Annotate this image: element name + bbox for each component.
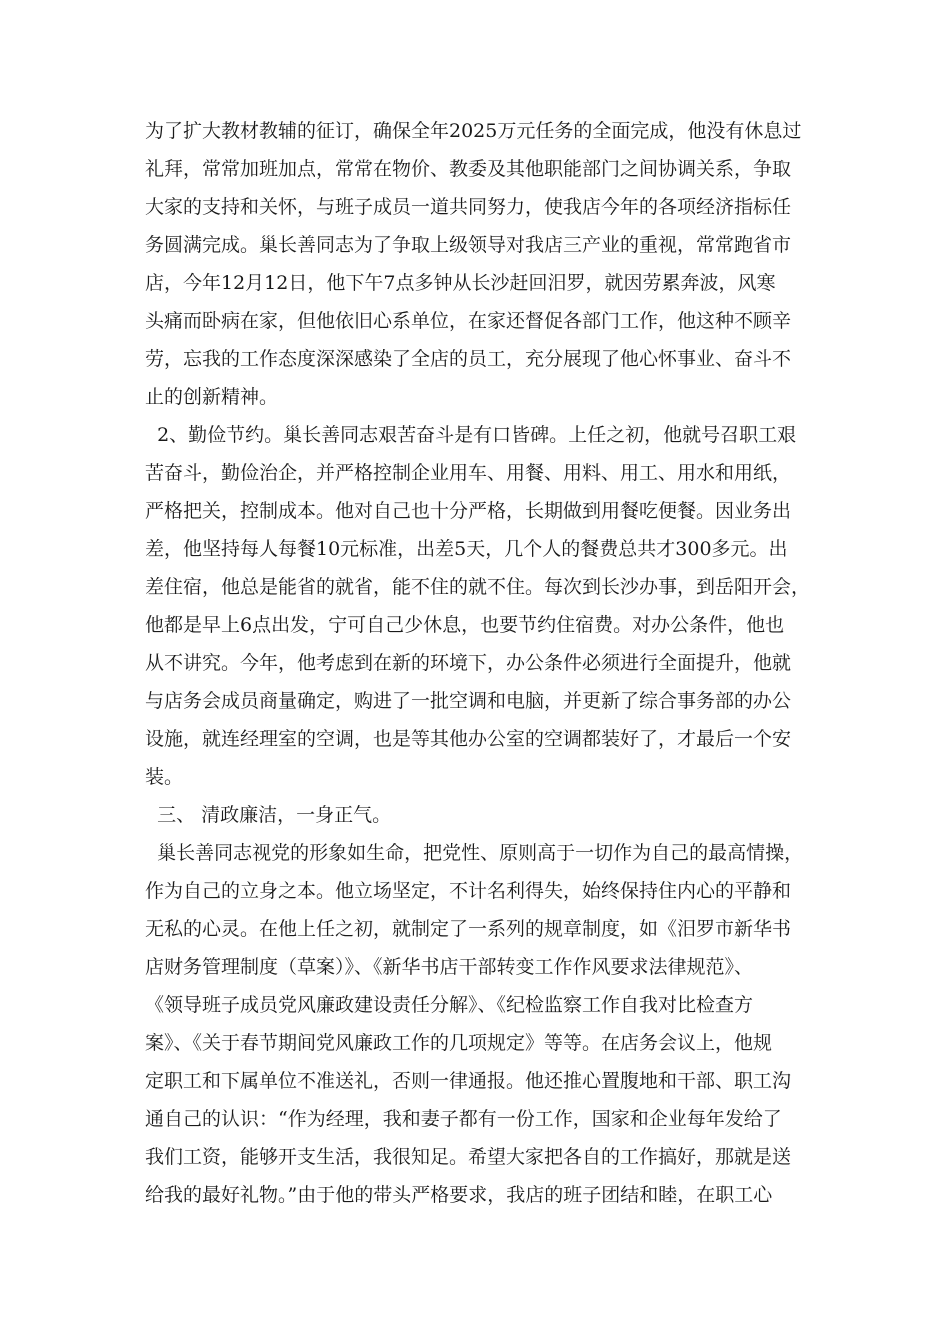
text-line: 头痛而卧病在家，但他依旧心系单位，在家还督促各部门工作，他这种不顾辛 xyxy=(145,310,792,332)
text-line: 案》、《关于春节期间党风廉政工作的几项规定》等等。在店务会议上，他规 xyxy=(145,1032,773,1054)
text-line: 止的创新精神。 xyxy=(145,386,279,408)
text-line: 我们工资，能够开支生活，我很知足。希望大家把各自的工作搞好，那就是送 xyxy=(145,1146,792,1168)
text-line: 严格把关，控制成本。他对自己也十分严格，长期做到用餐吃便餐。因业务出 xyxy=(145,500,792,522)
text-line: 礼拜，常常加班加点，常常在物价、教委及其他职能部门之间协调关系，争取 xyxy=(145,158,792,180)
text-line: 为了扩大教材教辅的征订，确保全年2025万元任务的全面完成，他没有休息过 xyxy=(145,120,802,142)
text-line: 差住宿，他总是能省的就省，能不住的就不住。每次到长沙办事，到岳阳开会， xyxy=(145,576,811,598)
text-line: 店，今年12月12日，他下午7点多钟从长沙赶回汨罗，就因劳累奔波，风寒 xyxy=(145,272,776,294)
text-line: 巢长善同志视党的形象如生命，把党性、原则高于一切作为自己的最高情操， xyxy=(145,842,804,864)
text-line: 他都是早上6点出发，宁可自己少休息，也要节约住宿费。对办公条件，他也 xyxy=(145,614,785,636)
text-line: 设施，就连经理室的空调，也是等其他办公室的空调都装好了，才最后一个安 xyxy=(145,728,792,750)
text-line: 劳，忘我的工作态度深深感染了全店的员工，充分展现了他心怀事业、奋斗不 xyxy=(145,348,792,370)
text-line: 店财务管理制度（草案）》、《新华书店干部转变工作作风要求法律规范》、 xyxy=(145,956,754,978)
text-line: 给我的最好礼物。”由于他的带头严格要求，我店的班子团结和睦，在职工心 xyxy=(145,1184,773,1206)
text-line: 从不讲究。今年，他考虑到在新的环境下，办公条件必须进行全面提升，他就 xyxy=(145,652,792,674)
text-line: 通自己的认识：“作为经理，我和妻子都有一份工作，国家和企业每年发给了 xyxy=(145,1108,782,1130)
text-line: 2、勤俭节约。巢长善同志艰苦奋斗是有口皆碑。上任之初，他就号召职工艰 xyxy=(145,424,797,446)
text-line: 务圆满完成。巢长善同志为了争取上级领导对我店三产业的重视，常常跑省市 xyxy=(145,234,792,256)
text-line: 差，他坚持每人每餐10元标准，出差5天，几个人的餐费总共才300多元。出 xyxy=(145,538,788,560)
section-heading: 三、 清政廉洁，一身正气。 xyxy=(145,804,392,826)
text-line: 无私的心灵。在他上任之初，就制定了一系列的规章制度，如《汨罗市新华书 xyxy=(145,918,792,940)
text-line: 定职工和下属单位不准送礼，否则一律通报。他还推心置腹地和干部、职工沟 xyxy=(145,1070,792,1092)
text-line: 《领导班子成员党风廉政建设责任分解》、《纪检监察工作自我对比检查方 xyxy=(145,994,754,1016)
text-line: 与店务会成员商量确定，购进了一批空调和电脑，并更新了综合事务部的办公 xyxy=(145,690,792,712)
document-body xyxy=(145,112,811,1214)
text-line: 装。 xyxy=(145,766,184,788)
text-line: 作为自己的立身之本。他立场坚定，不计名利得失，始终保持住内心的平静和 xyxy=(145,880,792,902)
text-line: 大家的支持和关怀，与班子成员一道共同努力，使我店今年的各项经济指标任 xyxy=(145,196,792,218)
text-line: 苦奋斗，勤俭治企，并严格控制企业用车、用餐、用料、用工、用水和用纸， xyxy=(145,462,792,484)
